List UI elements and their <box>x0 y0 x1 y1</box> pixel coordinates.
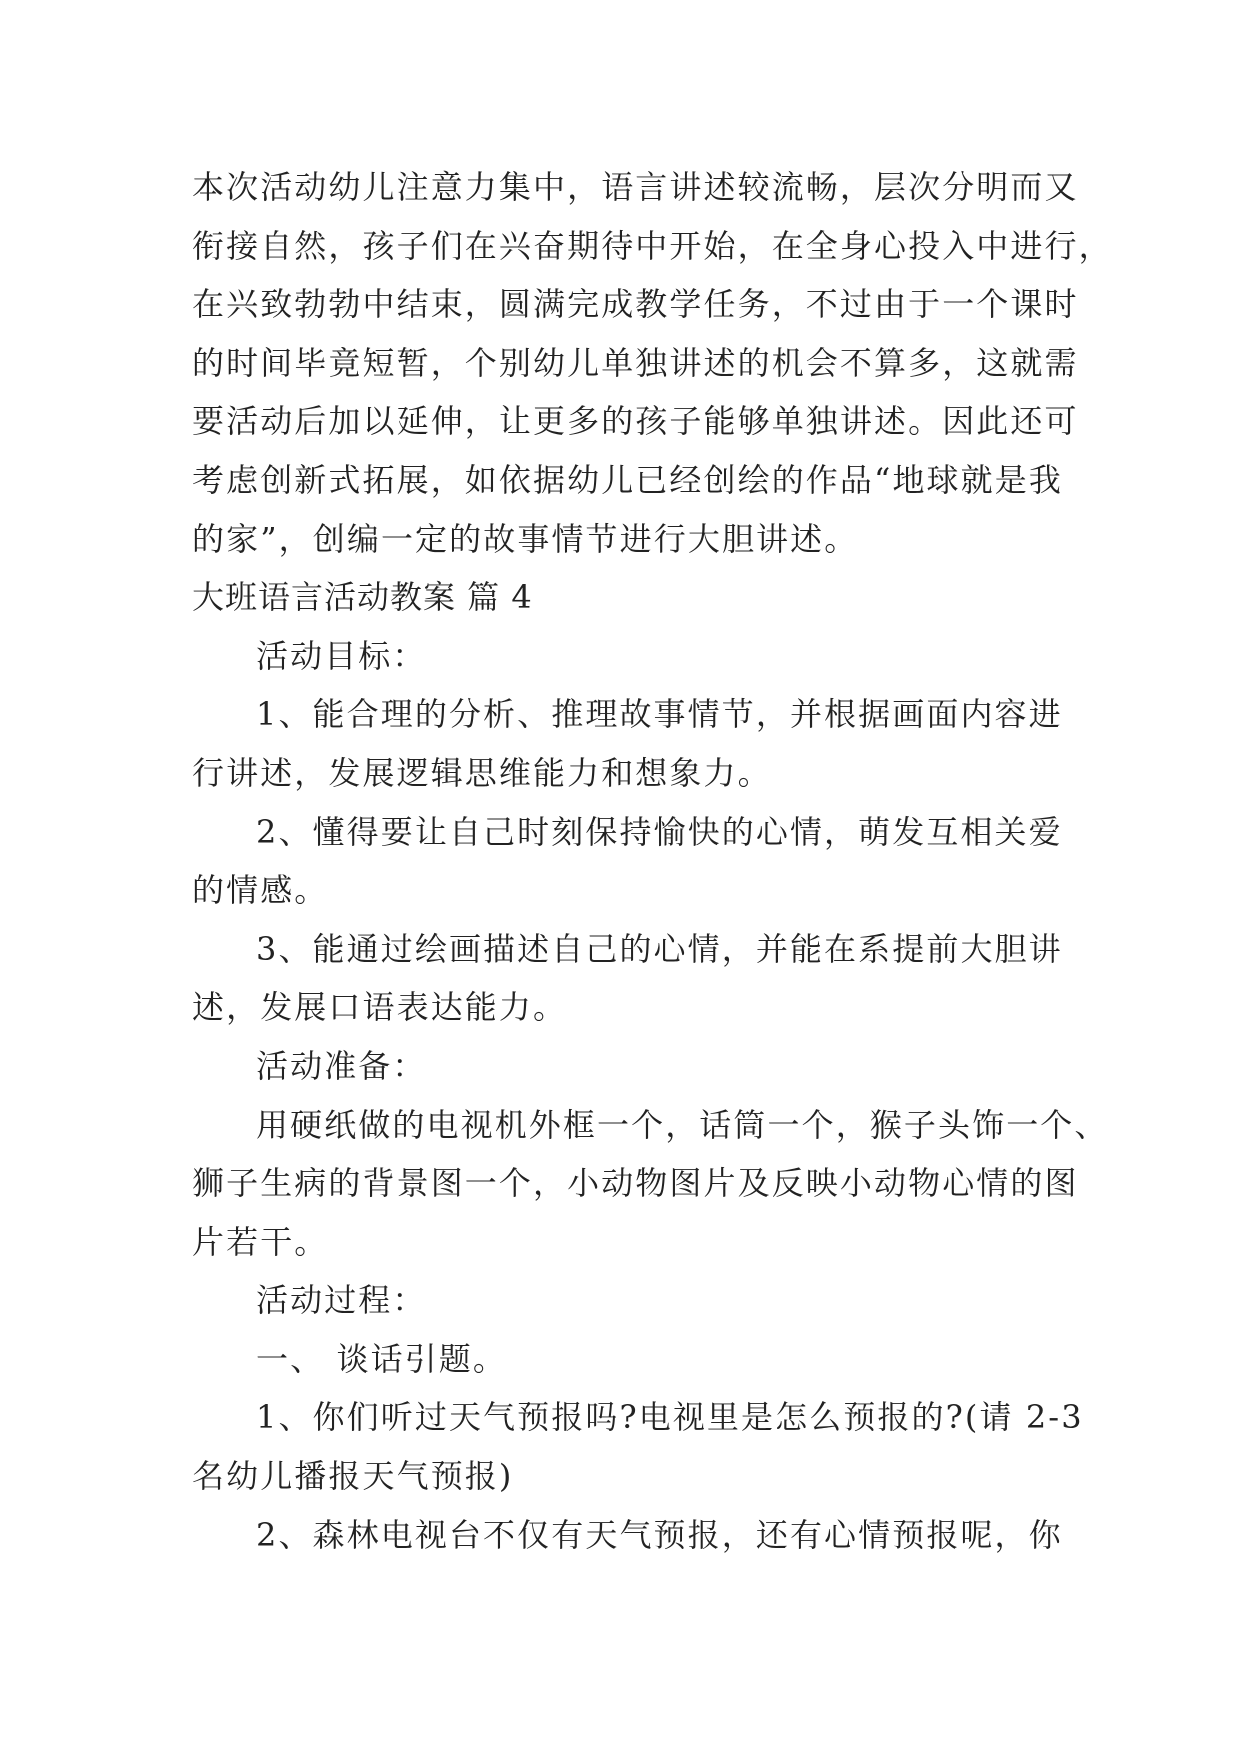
text-line: 用硬纸做的电视机外框一个，话筒一个，猴子头饰一个、 <box>256 1105 1109 1144</box>
prep-paragraph <box>192 1096 1109 1272</box>
step-1-item-2 <box>192 1506 1063 1565</box>
text-line: 要活动后加以延伸，让更多的孩子能够单独讲述。因此还可 <box>192 402 1079 441</box>
text-line: 2、森林电视台不仅有天气预报，还有心情预报呢，你 <box>256 1515 1063 1554</box>
text-line: 的家”，创编一定的故事情节进行大胆讲述。 <box>192 519 859 558</box>
section-heading <box>192 568 1054 627</box>
goal-item-1 <box>192 685 1063 802</box>
prep-title <box>192 1037 1054 1096</box>
text-line: 2、懂得要让自己时刻保持愉快的心情，萌发互相关爱 <box>256 812 1063 851</box>
document-body <box>192 158 1113 1564</box>
step-1-item-1 <box>192 1388 1084 1505</box>
text-line: 片若干。 <box>192 1222 329 1261</box>
goals-title-text: 活动目标： <box>256 636 427 675</box>
text-line: 名幼儿播报天气预报) <box>192 1457 514 1496</box>
text-line: 在兴致勃勃中结束，圆满完成教学任务，不过由于一个课时 <box>192 285 1079 324</box>
text-line: 考虑创新式拓展，如依据幼儿已经创绘的作品“地球就是我 <box>192 460 1063 499</box>
section-heading-text: 大班语言活动教案 篇 4 <box>192 578 533 617</box>
process-title <box>192 1271 1054 1330</box>
text-line: 1、能合理的分析、推理故事情节，并根据画面内容进 <box>256 695 1063 734</box>
goal-item-2 <box>192 803 1063 920</box>
text-line: 狮子生病的背景图一个，小动物图片及反映小动物心情的图 <box>192 1164 1079 1203</box>
step-1-title <box>192 1330 1054 1389</box>
process-title-text: 活动过程： <box>256 1281 427 1320</box>
goal-item-3 <box>192 920 1063 1037</box>
step-1-title-text: 一、 谈话引题。 <box>256 1339 507 1378</box>
text-line: 1、你们听过天气预报吗?电视里是怎么预报的?(请 2-3 <box>256 1398 1084 1437</box>
text-line: 述，发展口语表达能力。 <box>192 988 568 1027</box>
reflection-paragraph <box>192 158 1113 568</box>
prep-title-text: 活动准备： <box>256 1046 427 1085</box>
text-line: 本次活动幼儿注意力集中，语言讲述较流畅，层次分明而又 <box>192 168 1079 206</box>
text-line: 衔接自然，孩子们在兴奋期待中开始，在全身心投入中进行， <box>192 226 1113 265</box>
text-line: 的时间毕竟短暂，个别幼儿单独讲述的机会不算多，这就需 <box>192 343 1079 382</box>
text-line: 3、能通过绘画描述自己的心情，并能在系提前大胆讲 <box>256 929 1063 968</box>
goals-title <box>192 627 1054 686</box>
text-line: 的情感。 <box>192 871 329 910</box>
text-line: 行讲述，发展逻辑思维能力和想象力。 <box>192 753 772 792</box>
